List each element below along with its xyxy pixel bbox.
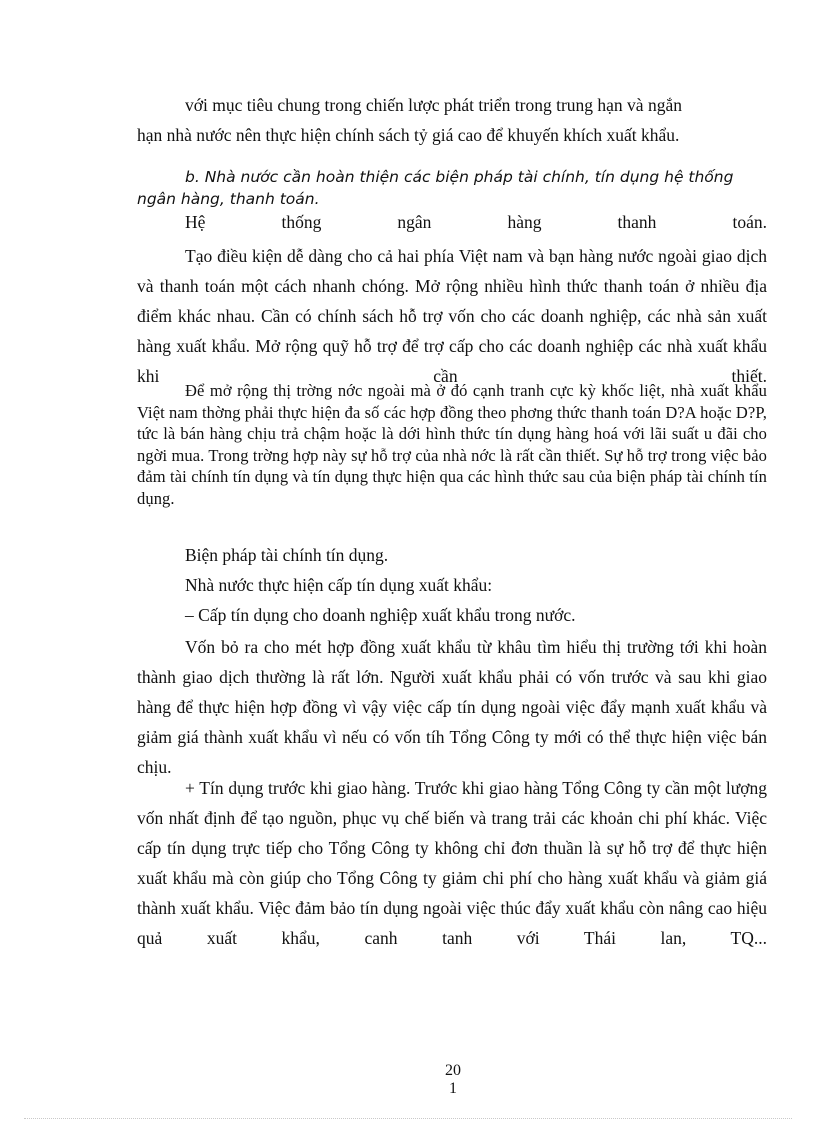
page-number-sub: 1 — [449, 1080, 457, 1097]
paragraph-4: Vốn bỏ ra cho mét hợp đồng xuất khẩu từ khâu tìm hiểu thị trường tới khi hoàn thành giao dịch thường là rất lớn. Người xuất khẩu phải có vốn trước và sau khi giao hàng để thực hiện hợp đồng vì vậy việc cấp tín dụng ngoài việc đẩy mạnh xuất khẩu và giảm giá thành xuất khẩu vì nếu có vốn tíh Tổng Công ty mới có thể thực hiện việc bán chịu. — [137, 637, 767, 777]
paragraph-3: Để mở rộng thị trờng nớc ngoài mà ở đó cạnh tranh cực kỳ khốc liệt, nhà xuất khẩu Việt nam thờng phải thực hiện đa số các hợp đồng theo phơng thức thanh toán D?A hoặc D?P, tức là bán hàng chịu trả chậm hoặc là dới hình thức tín dụng hàng hoá với lãi suất u đãi cho ngời mua. Trong trờng hợp này sự hỗ trợ của nhà nớc là rất cần thiết. Sự hỗ trợ trong việc bảo đảm tài chính tín dụng và tín dụng thực hiện qua các hình thức sau của biện pháp tài chính tín dụng. — [137, 381, 767, 508]
paragraph-1-line-1: với mục tiêu chung trong chiến lược phát triển trong trung hạn và ngắn — [185, 95, 682, 115]
paragraph-2: Tạo điều kiện dễ dàng cho cả hai phía Việt nam và bạn hàng nước ngoài giao dịch và thanh toán một cách nhanh chóng. Mở rộng nhiều hình thức thanh toán ở nhiều địa điểm khác nhau. Cần có chính sách hỗ trợ vốn cho các doanh nghiệp, các nhà sản xuất hàng xuất khẩu. Mở rộng quỹ hỗ trợ để trợ cấp cho các doanh nghiệp các nhà xuất khẩu khi cần thiết. — [137, 246, 767, 386]
page-bottom-divider — [24, 1118, 792, 1119]
line-bien-phap: Biện pháp tài chính tín dụng. — [185, 545, 389, 565]
paragraph-1-line-2: hạn nhà nước nên thực hiện chính sách tỷ giá cao để khuyến khích xuất khẩu. — [137, 125, 680, 145]
page-number: 20 — [445, 1062, 461, 1079]
sub-heading-banking: Hệ thống ngân hàng thanh toán. — [185, 212, 767, 232]
line-nha-nuoc: Nhà nước thực hiện cấp tín dụng xuất khẩu: — [185, 575, 493, 595]
line-cap-tin-dung: – Cấp tín dụng cho doanh nghiệp xuất khẩu trong nước. — [185, 605, 576, 625]
paragraph-5: + Tín dụng trước khi giao hàng. Trước khi giao hàng Tổng Công ty cần một lượng vốn nhất định để tạo nguồn, phục vụ chế biến và trang trải các khoản chi phí khác. Việc cấp tín dụng trực tiếp cho Tổng Công ty không chỉ đơn thuần là sự hỗ trợ để thực hiện xuất khẩu mà còn giúp cho Tổng Công ty giảm chi phí cho hàng xuất khẩu và giảm giá thành xuất khẩu. Việc đảm bảo tín dụng ngoài việc thúc đẩy xuất khẩu còn nâng cao hiệu quả xuất khẩu, canh tanh với Thái lan, TQ... — [137, 778, 767, 948]
section-heading-b: b. Nhà nước cần hoàn thiện các biện pháp tài chính, tín dụng hệ thống ngân hàng, thanh toán. — [137, 168, 734, 208]
